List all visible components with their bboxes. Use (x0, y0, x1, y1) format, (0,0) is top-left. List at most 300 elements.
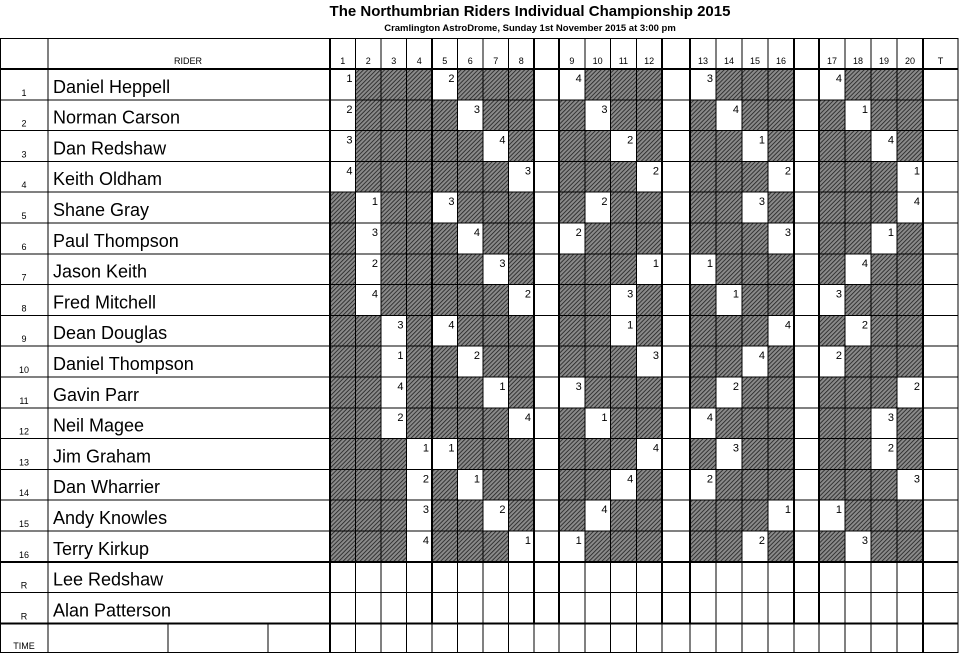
heat-header-9: 9 (569, 56, 575, 66)
gate-number: 3 (758, 196, 765, 209)
hatched-cell (871, 285, 897, 316)
hatched-cell (330, 285, 356, 316)
gate-number: 4 (473, 227, 480, 239)
rider-number: 14 (18, 488, 30, 499)
gate-number: 2 (784, 165, 791, 178)
gate-number: 4 (627, 473, 634, 486)
rider-name: Gavin Parr (53, 384, 140, 405)
hatched-cell (636, 100, 662, 131)
gate-number: 3 (706, 73, 713, 85)
gate-number: 3 (499, 257, 506, 270)
hatched-cell (381, 531, 407, 562)
heat-header-17: 17 (826, 56, 838, 66)
hatched-cell (458, 131, 484, 162)
hatched-cell (585, 285, 611, 316)
hatched-cell (845, 192, 871, 223)
hatched-cell (611, 408, 637, 439)
gate-number: 2 (524, 288, 531, 301)
hatched-cell (559, 131, 585, 162)
gate-number: 2 (627, 134, 634, 147)
hatched-cell (819, 100, 845, 131)
rider-name: Keith Oldham (53, 169, 163, 190)
gate-number: 1 (524, 535, 531, 547)
hatched-cell (356, 131, 382, 162)
heat-header-19: 19 (878, 56, 890, 66)
gate-number: 1 (758, 134, 765, 147)
hatched-cell (819, 161, 845, 192)
hatched-cell (690, 100, 716, 131)
hatched-cell (407, 408, 433, 439)
hatched-cell (432, 377, 458, 408)
hatched-cell (483, 408, 509, 439)
hatched-cell (716, 254, 742, 285)
hatched-cell (742, 223, 768, 254)
gate-number: 3 (448, 196, 455, 209)
rider-name: Dean Douglas (53, 323, 168, 344)
hatched-cell (690, 500, 716, 531)
hatched-cell (509, 346, 535, 377)
gate-number: 3 (397, 319, 404, 332)
hatched-cell (458, 531, 484, 562)
hatched-cell (483, 223, 509, 254)
hatched-cell (611, 531, 637, 562)
gate-number: 1 (835, 504, 842, 517)
hatched-cell (690, 531, 716, 562)
hatched-cell (768, 100, 794, 131)
hatched-cell (458, 315, 484, 346)
hatched-cell (458, 69, 484, 100)
hatched-cell (432, 500, 458, 531)
hatched-cell (381, 254, 407, 285)
rider-name: Norman Carson (53, 107, 181, 128)
gate-number: 3 (627, 288, 634, 301)
rider-number: 3 (21, 149, 27, 160)
gate-number: 1 (732, 288, 739, 301)
gate-number: 2 (473, 350, 480, 363)
hatched-cell (768, 469, 794, 500)
hatched-cell (690, 223, 716, 254)
rider-number: 11 (19, 395, 29, 406)
hatched-cell (636, 131, 662, 162)
page-subtitle: Cramlington AstroDrome, Sunday 1st November 2015 at 3:00 pm (384, 23, 676, 34)
gate-number: 1 (706, 257, 713, 270)
gate-number: 3 (524, 165, 531, 178)
hatched-cell (897, 500, 923, 531)
gate-number: 1 (422, 442, 429, 455)
gate-number: 1 (371, 196, 378, 209)
hatched-cell (407, 285, 433, 316)
gate-number: 1 (627, 319, 634, 332)
gate-number: 3 (575, 381, 582, 393)
hatched-cell (432, 100, 458, 131)
hatched-cell (559, 254, 585, 285)
hatched-cell (559, 469, 585, 500)
hatched-cell (407, 131, 433, 162)
hatched-cell (611, 100, 637, 131)
gate-number: 4 (758, 350, 765, 363)
hatched-cell (611, 223, 637, 254)
gate-number: 3 (371, 227, 378, 239)
page-title: The Northumbrian Riders Individual Championship 2015 (329, 3, 731, 20)
hatched-cell (432, 131, 458, 162)
hatched-cell (636, 408, 662, 439)
hatched-cell (585, 254, 611, 285)
heat-header-4: 4 (416, 56, 422, 66)
hatched-cell (716, 531, 742, 562)
hatched-cell (819, 408, 845, 439)
rider-name: Jason Keith (53, 261, 148, 282)
hatched-cell (356, 346, 382, 377)
hatched-cell (407, 377, 433, 408)
hatched-cell (381, 500, 407, 531)
hatched-cell (636, 531, 662, 562)
hatched-cell (768, 439, 794, 470)
hatched-cell (407, 192, 433, 223)
hatched-cell (611, 69, 637, 100)
gate-number: 4 (835, 73, 842, 85)
hatched-cell (897, 223, 923, 254)
hatched-cell (690, 131, 716, 162)
hatched-cell (871, 100, 897, 131)
hatched-cell (585, 161, 611, 192)
hatched-cell (897, 531, 923, 562)
hatched-cell (690, 161, 716, 192)
hatched-cell (458, 408, 484, 439)
gate-number: 4 (652, 442, 659, 455)
hatched-cell (768, 531, 794, 562)
gate-number: 4 (371, 288, 378, 301)
rider-name: Daniel Thompson (53, 354, 194, 374)
hatched-cell (768, 408, 794, 439)
hatched-cell (897, 254, 923, 285)
hatched-cell (509, 131, 535, 162)
hatched-cell (636, 469, 662, 500)
gate-number: 2 (499, 504, 506, 517)
hatched-cell (845, 439, 871, 470)
hatched-cell (559, 285, 585, 316)
gate-number: 4 (422, 535, 429, 547)
hatched-cell (611, 377, 637, 408)
gate-number: 3 (422, 504, 429, 517)
hatched-cell (690, 377, 716, 408)
total-column-header: T (937, 56, 944, 66)
hatched-cell (432, 469, 458, 500)
gate-number: 3 (784, 227, 791, 239)
hatched-cell (330, 254, 356, 285)
hatched-cell (897, 69, 923, 100)
hatched-cell (742, 469, 768, 500)
gate-number: 3 (473, 103, 480, 116)
hatched-cell (819, 531, 845, 562)
hatched-cell (690, 285, 716, 316)
hatched-cell (559, 439, 585, 470)
hatched-cell (716, 500, 742, 531)
hatched-cell (716, 315, 742, 346)
gate-number: 4 (346, 165, 353, 178)
gate-number: 4 (887, 134, 894, 147)
hatched-cell (458, 192, 484, 223)
hatched-cell (356, 377, 382, 408)
hatched-cell (407, 69, 433, 100)
gate-number: 2 (575, 227, 582, 239)
gate-number: 2 (758, 535, 765, 547)
gate-number: 2 (887, 442, 894, 455)
gate-number: 3 (346, 134, 353, 147)
rider-name: Terry Kirkup (53, 538, 150, 559)
hatched-cell (432, 346, 458, 377)
hatched-cell (636, 69, 662, 100)
hatched-cell (742, 69, 768, 100)
hatched-cell (330, 531, 356, 562)
heat-header-15: 15 (749, 56, 761, 66)
hatched-cell (381, 223, 407, 254)
hatched-cell (845, 223, 871, 254)
hatched-cell (559, 346, 585, 377)
hatched-cell (432, 254, 458, 285)
gate-number: 1 (397, 350, 404, 363)
rider-name: Dan Redshaw (53, 138, 167, 159)
hatched-cell (819, 131, 845, 162)
heat-header-14: 14 (723, 56, 735, 66)
hatched-cell (636, 285, 662, 316)
hatched-cell (432, 285, 458, 316)
hatched-cell (871, 346, 897, 377)
gate-number: 3 (601, 103, 608, 116)
rider-number: 6 (21, 241, 27, 252)
hatched-cell (742, 161, 768, 192)
hatched-cell (716, 69, 742, 100)
hatched-cell (330, 223, 356, 254)
hatched-cell (819, 315, 845, 346)
gate-number: 1 (601, 411, 608, 424)
time-row-label: TIME (13, 641, 35, 651)
hatched-cell (636, 315, 662, 346)
hatched-cell (483, 315, 509, 346)
hatched-cell (483, 346, 509, 377)
gate-number: 2 (397, 411, 404, 424)
gate-number: 1 (784, 504, 791, 517)
hatched-cell (871, 531, 897, 562)
rider-name: Shane Gray (53, 200, 150, 220)
rider-number: R (20, 580, 28, 591)
hatched-cell (356, 69, 382, 100)
hatched-cell (330, 439, 356, 470)
hatched-cell (458, 285, 484, 316)
gate-number: 3 (652, 350, 659, 363)
hatched-cell (356, 161, 382, 192)
heat-header-1: 1 (340, 56, 346, 66)
hatched-cell (483, 531, 509, 562)
hatched-cell (636, 223, 662, 254)
hatched-cell (716, 192, 742, 223)
hatched-cell (768, 131, 794, 162)
rider-number: 13 (18, 457, 30, 468)
rider-number: 10 (18, 365, 30, 375)
hatched-cell (432, 531, 458, 562)
gate-number: 3 (887, 411, 894, 424)
rider-number: 8 (21, 303, 27, 314)
rider-number: 4 (21, 180, 27, 191)
hatched-cell (845, 346, 871, 377)
hatched-cell (768, 69, 794, 100)
hatched-cell (845, 161, 871, 192)
gate-number: 2 (913, 381, 920, 393)
hatched-cell (819, 223, 845, 254)
hatched-cell (509, 192, 535, 223)
rider-number: 12 (18, 426, 30, 437)
hatched-cell (356, 531, 382, 562)
gate-number: 4 (706, 411, 713, 424)
hatched-cell (458, 254, 484, 285)
hatched-cell (897, 439, 923, 470)
rider-number: 7 (21, 272, 27, 283)
gate-number: 1 (861, 103, 868, 116)
hatched-cell (871, 469, 897, 500)
hatched-cell (742, 500, 768, 531)
hatched-cell (585, 346, 611, 377)
rider-number: 15 (18, 519, 30, 529)
hatched-cell (819, 377, 845, 408)
rider-name: Dan Wharrier (53, 477, 161, 498)
hatched-cell (871, 254, 897, 285)
hatched-cell (845, 69, 871, 100)
gate-number: 2 (601, 196, 608, 209)
gate-number: 4 (448, 319, 455, 332)
hatched-cell (716, 408, 742, 439)
hatched-cell (559, 161, 585, 192)
hatched-cell (381, 192, 407, 223)
hatched-cell (585, 131, 611, 162)
hatched-cell (690, 192, 716, 223)
gate-number: 2 (835, 350, 842, 363)
hatched-cell (636, 377, 662, 408)
hatched-cell (407, 254, 433, 285)
gate-number: 2 (346, 103, 353, 116)
hatched-cell (330, 315, 356, 346)
hatched-cell (819, 469, 845, 500)
gate-number: 2 (422, 473, 429, 486)
hatched-cell (559, 315, 585, 346)
gate-number: 4 (861, 257, 868, 270)
hatched-cell (845, 500, 871, 531)
hatched-cell (509, 69, 535, 100)
hatched-cell (381, 439, 407, 470)
hatched-cell (330, 192, 356, 223)
hatched-cell (585, 315, 611, 346)
hatched-cell (458, 377, 484, 408)
gate-number: 2 (706, 473, 713, 486)
gate-number: 2 (652, 165, 659, 178)
hatched-cell (356, 100, 382, 131)
hatched-cell (611, 192, 637, 223)
hatched-cell (509, 469, 535, 500)
hatched-cell (845, 408, 871, 439)
hatched-cell (768, 254, 794, 285)
gate-number: 4 (913, 196, 920, 209)
hatched-cell (690, 315, 716, 346)
hatched-cell (559, 192, 585, 223)
hatched-cell (716, 161, 742, 192)
hatched-cell (845, 285, 871, 316)
heat-header-7: 7 (493, 56, 499, 66)
rider-number: R (20, 611, 28, 622)
rider-number: 16 (18, 549, 30, 560)
rider-column-header: RIDER (173, 56, 203, 66)
hatched-cell (585, 223, 611, 254)
hatched-cell (768, 192, 794, 223)
hatched-cell (509, 315, 535, 346)
hatched-cell (407, 315, 433, 346)
gate-number: 1 (652, 257, 659, 270)
gate-number: 4 (499, 134, 506, 147)
rider-name: Neil Magee (53, 415, 145, 436)
hatched-cell (819, 254, 845, 285)
hatched-cell (871, 69, 897, 100)
heat-header-10: 10 (592, 56, 603, 66)
gate-number: 1 (499, 381, 506, 393)
hatched-cell (509, 500, 535, 531)
gate-number: 3 (732, 442, 739, 455)
heat-header-12: 12 (644, 56, 655, 66)
heat-header-6: 6 (467, 56, 473, 66)
hatched-cell (330, 408, 356, 439)
heat-header-16: 16 (775, 56, 787, 66)
hatched-cell (356, 408, 382, 439)
heat-header-20: 20 (904, 56, 916, 66)
gate-number: 4 (397, 381, 404, 393)
hatched-cell (742, 100, 768, 131)
hatched-cell (381, 131, 407, 162)
heat-header-18: 18 (852, 56, 864, 66)
heat-header-5: 5 (442, 56, 448, 66)
rider-name: Lee Redshaw (53, 569, 164, 590)
hatched-cell (356, 439, 382, 470)
hatched-cell (483, 285, 509, 316)
gate-number: 2 (861, 319, 868, 332)
hatched-cell (742, 377, 768, 408)
rider-number: 9 (21, 334, 27, 345)
hatched-cell (407, 161, 433, 192)
hatched-cell (897, 131, 923, 162)
rider-name: Daniel Heppell (53, 76, 171, 97)
hatched-cell (716, 223, 742, 254)
hatched-cell (742, 439, 768, 470)
hatched-cell (330, 500, 356, 531)
hatched-cell (845, 131, 871, 162)
hatched-cell (381, 69, 407, 100)
hatched-cell (559, 408, 585, 439)
gate-number: 2 (732, 381, 739, 393)
hatched-cell (611, 254, 637, 285)
hatched-cell (509, 100, 535, 131)
rider-name: Andy Knowles (53, 508, 168, 528)
hatched-cell (768, 285, 794, 316)
gate-number: 1 (346, 73, 353, 85)
gate-number: 3 (861, 535, 868, 547)
hatched-cell (819, 439, 845, 470)
hatched-cell (611, 161, 637, 192)
hatched-cell (768, 346, 794, 377)
gate-number: 1 (473, 473, 480, 486)
hatched-cell (330, 377, 356, 408)
gate-number: 1 (913, 165, 920, 178)
hatched-cell (690, 439, 716, 470)
hatched-cell (381, 100, 407, 131)
gate-number: 1 (448, 442, 455, 455)
gate-number: 4 (575, 73, 582, 85)
hatched-cell (845, 469, 871, 500)
gate-number: 4 (732, 103, 739, 116)
